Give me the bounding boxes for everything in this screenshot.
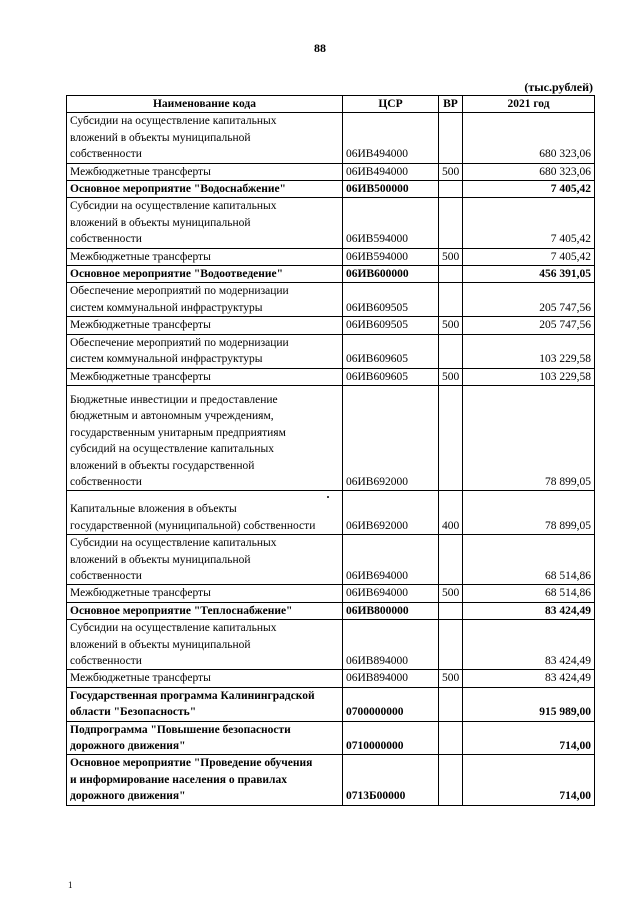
row-csr: 06ИВ600000	[343, 266, 439, 283]
row-csr: 06ИВ500000	[343, 181, 439, 198]
row-name: Межбюджетные трансферты	[67, 585, 343, 602]
row-csr: 06ИВ694000	[343, 535, 439, 585]
row-amount: 7 405,42	[463, 181, 595, 198]
units-label: (тыс.рублей)	[524, 80, 593, 94]
row-amount: 205 747,56	[463, 283, 595, 317]
table-row	[67, 317, 595, 334]
row-name: Основное мероприятие "Водоотведение"	[67, 266, 343, 283]
row-amount: 915 989,00	[463, 687, 595, 721]
header-vr: ВР	[439, 96, 463, 113]
row-vr	[439, 721, 463, 755]
row-amount: 103 229,58	[463, 334, 595, 368]
row-amount: 456 391,05	[463, 266, 595, 283]
budget-table	[66, 95, 595, 806]
row-name: Государственная программа Калининградской области "Безопасность"	[67, 687, 343, 721]
row-csr: 06ИВ609605	[343, 334, 439, 368]
row-vr: 500	[439, 368, 463, 385]
row-amount: 7 405,42	[463, 198, 595, 248]
row-csr: 06ИВ609505	[343, 317, 439, 334]
row-vr	[439, 687, 463, 721]
row-amount: 680 323,06	[463, 163, 595, 180]
row-name: Субсидии на осуществление капитальных вложений в объекты муниципальной собственности	[67, 198, 343, 248]
row-csr: 06ИВ609605	[343, 368, 439, 385]
row-csr: 0713Б00000	[343, 755, 439, 805]
table-row	[67, 248, 595, 265]
table-row	[67, 368, 595, 385]
row-vr	[439, 602, 463, 619]
table-row	[67, 721, 595, 755]
row-amount: 714,00	[463, 755, 595, 805]
row-vr: 400	[439, 491, 463, 535]
table-row	[67, 334, 595, 368]
row-amount: 83 424,49	[463, 602, 595, 619]
row-name: Межбюджетные трансферты	[67, 163, 343, 180]
row-vr	[439, 755, 463, 805]
table-row	[67, 181, 595, 198]
row-amount: 714,00	[463, 721, 595, 755]
row-csr: 06ИВ800000	[343, 602, 439, 619]
row-amount: 7 405,42	[463, 248, 595, 265]
row-vr: 500	[439, 585, 463, 602]
row-csr: 06ИВ692000	[343, 491, 439, 535]
row-vr: 500	[439, 317, 463, 334]
row-name: Субсидии на осуществление капитальных вложений в объекты муниципальной собственности	[67, 620, 343, 670]
table-row	[67, 535, 595, 585]
row-csr: 06ИВ594000	[343, 248, 439, 265]
row-csr: 06ИВ894000	[343, 620, 439, 670]
row-vr	[439, 334, 463, 368]
row-name: Подпрограмма "Повышение безопасности дорожного движения"	[67, 721, 343, 755]
row-csr: 06ИВ694000	[343, 585, 439, 602]
row-name: Капитальные вложения в объекты государственной (муниципальной) собственности	[67, 491, 343, 535]
row-amount: 83 424,49	[463, 620, 595, 670]
row-name: Основное мероприятие "Водоснабжение"	[67, 181, 343, 198]
table-row	[67, 385, 595, 490]
row-vr	[439, 181, 463, 198]
table-header-row	[67, 96, 595, 113]
row-name: Межбюджетные трансферты	[67, 248, 343, 265]
table-row	[67, 283, 595, 317]
row-csr: 06ИВ609505	[343, 283, 439, 317]
row-csr: 0700000000	[343, 687, 439, 721]
footer-mark: 1	[68, 880, 73, 890]
row-name: Обеспечение мероприятий по модернизации систем коммунальной инфраструктуры	[67, 283, 343, 317]
page-number: 88	[314, 41, 326, 55]
row-csr: 06ИВ594000	[343, 198, 439, 248]
row-amount: 205 747,56	[463, 317, 595, 334]
row-amount: 103 229,58	[463, 368, 595, 385]
table-row	[67, 585, 595, 602]
row-name: Обеспечение мероприятий по модернизации систем коммунальной инфраструктуры	[67, 334, 343, 368]
row-name: Межбюджетные трансферты	[67, 317, 343, 334]
row-amount: 78 899,05	[463, 491, 595, 535]
table-row	[67, 670, 595, 687]
row-csr: 0710000000	[343, 721, 439, 755]
row-vr	[439, 385, 463, 490]
row-csr: 06ИВ894000	[343, 670, 439, 687]
row-vr	[439, 266, 463, 283]
row-vr: 500	[439, 248, 463, 265]
row-csr: 06ИВ692000	[343, 385, 439, 490]
table-row	[67, 491, 595, 535]
table-row	[67, 602, 595, 619]
row-amount: 78 899,05	[463, 385, 595, 490]
row-csr: 06ИВ494000	[343, 113, 439, 163]
row-name: Субсидии на осуществление капитальных вложений в объекты муниципальной собственности	[67, 113, 343, 163]
table-row	[67, 198, 595, 248]
row-amount: 68 514,86	[463, 585, 595, 602]
table-row	[67, 620, 595, 670]
header-csr: ЦСР	[343, 96, 439, 113]
row-vr	[439, 113, 463, 163]
row-vr	[439, 283, 463, 317]
table-row	[67, 266, 595, 283]
row-vr	[439, 620, 463, 670]
table-row	[67, 163, 595, 180]
row-name: Межбюджетные трансферты	[67, 670, 343, 687]
table-row	[67, 687, 595, 721]
row-vr	[439, 198, 463, 248]
row-name: Бюджетные инвестиции и предоставление бюджетным и автономным учреждениям, государственным унитарным предприятиям субсидий на осуществление капитальных вложений в объекты государственной собственности	[67, 385, 343, 490]
row-name: Межбюджетные трансферты	[67, 368, 343, 385]
row-name: Основное мероприятие "Проведение обучения и информирование населения о правилах дорожного движения"	[67, 755, 343, 805]
row-vr: 500	[439, 670, 463, 687]
table-row	[67, 755, 595, 805]
row-amount: 68 514,86	[463, 535, 595, 585]
row-name: Основное мероприятие "Теплоснабжение"	[67, 602, 343, 619]
scan-dot	[327, 496, 329, 498]
row-vr	[439, 535, 463, 585]
header-name: Наименование кода	[67, 96, 343, 113]
row-vr: 500	[439, 163, 463, 180]
row-amount: 680 323,06	[463, 113, 595, 163]
row-amount: 83 424,49	[463, 670, 595, 687]
table-row	[67, 113, 595, 163]
row-csr: 06ИВ494000	[343, 163, 439, 180]
header-year: 2021 год	[463, 96, 595, 113]
row-name: Субсидии на осуществление капитальных вложений в объекты муниципальной собственности	[67, 535, 343, 585]
